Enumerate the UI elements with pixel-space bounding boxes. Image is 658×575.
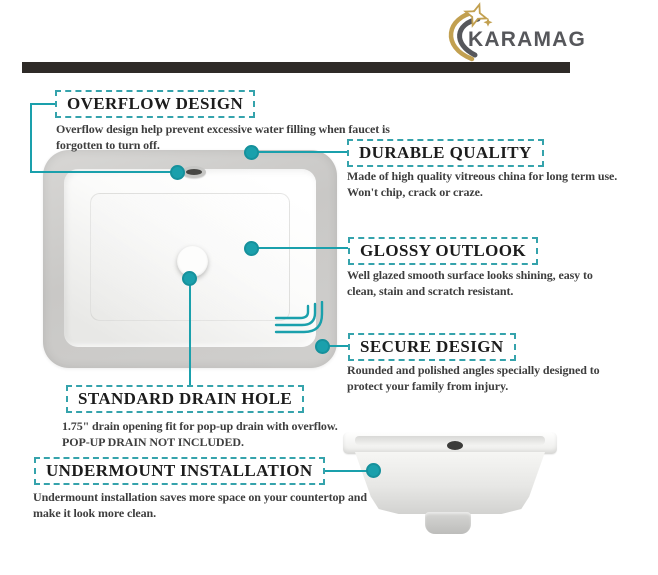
overflow-connector-line <box>30 103 32 173</box>
sink-rim <box>343 432 557 454</box>
overflow-callout-dot <box>170 165 185 180</box>
feature-title-overflow: OVERFLOW DESIGN <box>55 90 255 118</box>
glossy-callout-dot <box>244 241 259 256</box>
feature-title-durable: DURABLE QUALITY <box>347 139 544 167</box>
overflow-hole <box>182 166 206 178</box>
feature-description-undermount: Undermount installation saves more space on your countertop and make it look more clean. <box>33 490 367 521</box>
drain-connector-line <box>189 277 191 386</box>
feature-description-secure: Rounded and polished angles specially designed to protect your family from injury. <box>347 363 600 394</box>
feature-description-drain: 1.75" drain opening fit for pop-up drain with overflow. POP-UP DRAIN NOT INCLUDED. <box>62 419 338 450</box>
feature-title-secure: SECURE DESIGN <box>348 333 516 361</box>
drain-pipe <box>425 512 471 534</box>
brand-name: KARAMAG <box>468 28 587 51</box>
secure-callout-dot <box>315 339 330 354</box>
feature-description-glossy: Well glazed smooth surface looks shining, easy to clean, stain and scratch resistant. <box>347 268 593 299</box>
feature-title-drain: STANDARD DRAIN HOLE <box>66 385 304 413</box>
overflow-connector-line <box>30 171 171 173</box>
overflow-hole-opening <box>186 169 202 175</box>
feature-description-durable: Made of high quality vitreous china for long term use. Won't chip, crack or craze. <box>347 169 618 200</box>
durable-callout-dot <box>244 145 259 160</box>
drain-callout-dot <box>182 271 197 286</box>
secure-connector-line <box>327 345 350 347</box>
header-divider-bar <box>22 62 570 73</box>
glossy-connector-line <box>257 247 350 249</box>
faucet-hole <box>447 441 463 450</box>
overflow-connector-line <box>30 103 57 105</box>
feature-title-glossy: GLOSSY OUTLOOK <box>348 237 538 265</box>
undermount-callout-dot <box>366 463 381 478</box>
feature-title-undermount: UNDERMOUNT INSTALLATION <box>34 457 325 485</box>
feature-description-overflow: Overflow design help prevent excessive water filling when faucet is forgotten to turn off. <box>56 122 390 153</box>
